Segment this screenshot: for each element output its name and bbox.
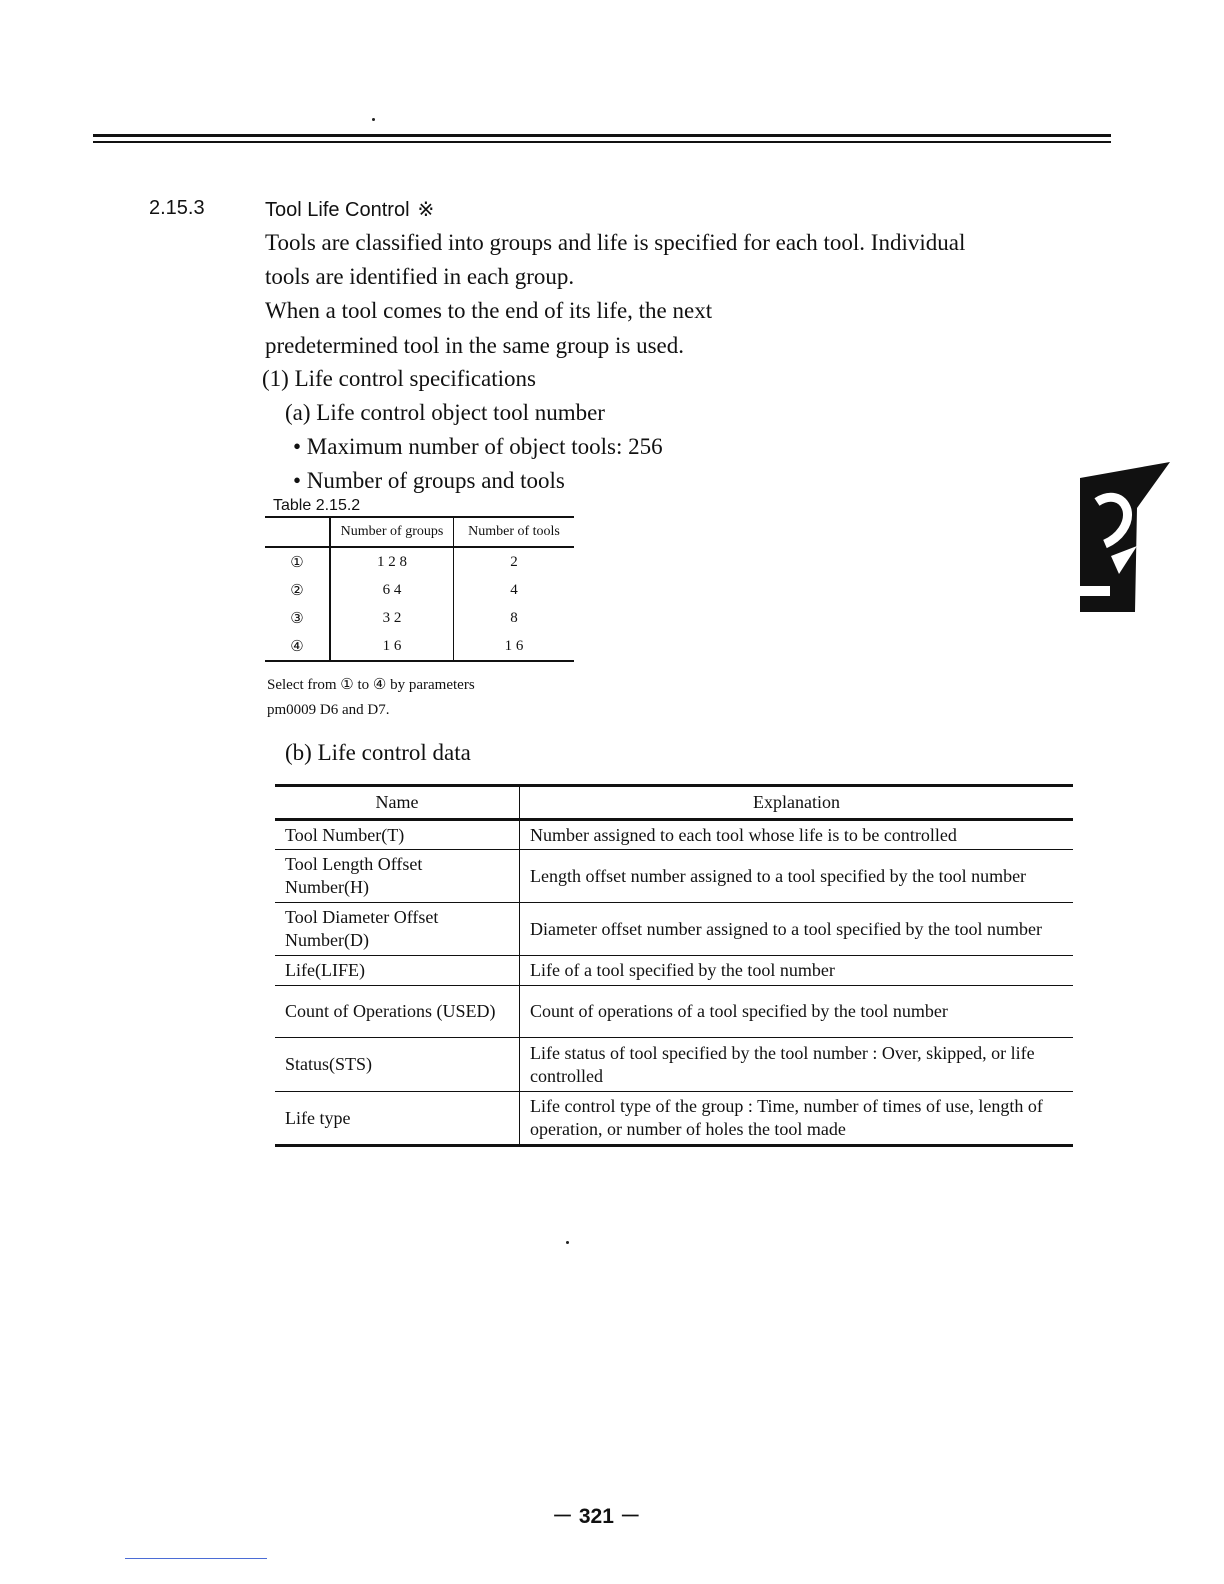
b-heading: (b) Life control data xyxy=(285,740,471,765)
header-rule-bottom xyxy=(93,141,1111,143)
section-number: 2.15.3 xyxy=(149,197,205,219)
table-row xyxy=(275,820,1073,850)
table-cell: Life type xyxy=(275,1092,520,1146)
table-cell: Count of Operations (USED) xyxy=(275,986,520,1038)
table-row xyxy=(275,986,1073,1038)
table-cell: Life of a tool specified by the tool number xyxy=(520,956,1074,986)
chapter-tab-notch xyxy=(1080,586,1110,596)
groups-tools-table xyxy=(265,516,574,662)
table-header-row xyxy=(265,517,574,547)
page-number: － 321 － xyxy=(552,1505,641,1528)
table-cell: 2 xyxy=(510,553,518,570)
table-header-cell: Number of groups xyxy=(330,517,454,547)
spec-heading: (1) Life control specifications xyxy=(262,366,536,391)
table-header-cell: Name xyxy=(275,786,520,820)
table-cell: Tool Diameter Offset Number(D) xyxy=(275,903,520,956)
table-cell: 1 6 xyxy=(330,632,454,661)
scan-speck xyxy=(566,1241,569,1244)
intro-line: When a tool comes to the end of its life, the next xyxy=(265,298,713,323)
table-row xyxy=(265,632,574,661)
table-note: pm0009 D6 and D7. xyxy=(267,702,390,718)
table-cell: 1 6 xyxy=(454,632,575,661)
table-row xyxy=(265,576,574,604)
table-cell: Tool Number(T) xyxy=(275,820,520,850)
chapter-tab-mark xyxy=(1075,460,1175,620)
table-cell: ③ xyxy=(265,604,330,632)
footer-rule xyxy=(125,1558,267,1559)
table-header-cell xyxy=(265,517,330,547)
table-cell: 8 xyxy=(510,609,518,626)
table-header-cell: Number of tools xyxy=(454,517,575,547)
table-header-row xyxy=(275,786,1073,820)
bullet-item: • Maximum number of object tools: 256 xyxy=(293,434,663,459)
table-cell: ② xyxy=(265,576,330,604)
table-row xyxy=(275,850,1073,903)
intro-line: Tools are classified into groups and life is specified for each tool. Individual xyxy=(265,230,966,255)
table-cell: Count of operations of a tool specified by the tool number xyxy=(520,986,1074,1038)
intro-line: tools are identified in each group. xyxy=(265,264,575,289)
table-cell: Length offset number assigned to a tool specified by the tool number xyxy=(520,850,1074,903)
bullet-item: • Number of groups and tools xyxy=(293,468,565,493)
life-control-data-table xyxy=(275,784,1073,1147)
table-row xyxy=(265,547,574,576)
table-cell: ① xyxy=(265,547,330,576)
table-row xyxy=(275,903,1073,956)
table-row xyxy=(265,604,574,632)
table-row xyxy=(275,956,1073,986)
table-header-cell: Explanation xyxy=(520,786,1074,820)
table-cell: 6 4 xyxy=(330,576,454,604)
spec-a-heading: (a) Life control object tool number xyxy=(285,400,605,425)
intro-line: predetermined tool in the same group is used. xyxy=(265,333,685,358)
table-cell: Number assigned to each tool whose life is to be controlled xyxy=(520,820,1074,850)
table-cell: Life status of tool specified by the tool number : Over, skipped, or life controlled xyxy=(520,1038,1074,1092)
table-cell: Tool Length Offset Number(H) xyxy=(275,850,520,903)
table-caption: Table 2.15.2 xyxy=(273,497,361,514)
table-cell: 4 xyxy=(510,581,518,598)
table-row xyxy=(275,1038,1073,1092)
table-cell: ④ xyxy=(265,632,330,661)
table-cell: Diameter offset number assigned to a tool specified by the tool number xyxy=(520,903,1074,956)
table-row xyxy=(275,1092,1073,1146)
section-title xyxy=(265,197,434,222)
header-rule-top xyxy=(93,134,1111,137)
option-mark-icon: ※ xyxy=(417,199,435,221)
table-cell: 3 2 xyxy=(330,604,454,632)
section-title-text: Tool Life Control xyxy=(265,199,410,221)
table-cell: Status(STS) xyxy=(275,1038,520,1092)
table-cell: 1 2 8 xyxy=(330,547,454,576)
table-cell: Life control type of the group : Time, number of times of use, length of operation, or number of holes the tool made xyxy=(520,1092,1074,1146)
scan-speck xyxy=(372,118,375,121)
table-cell: Life(LIFE) xyxy=(275,956,520,986)
table-note: Select from ① to ④ by parameters xyxy=(267,677,475,693)
